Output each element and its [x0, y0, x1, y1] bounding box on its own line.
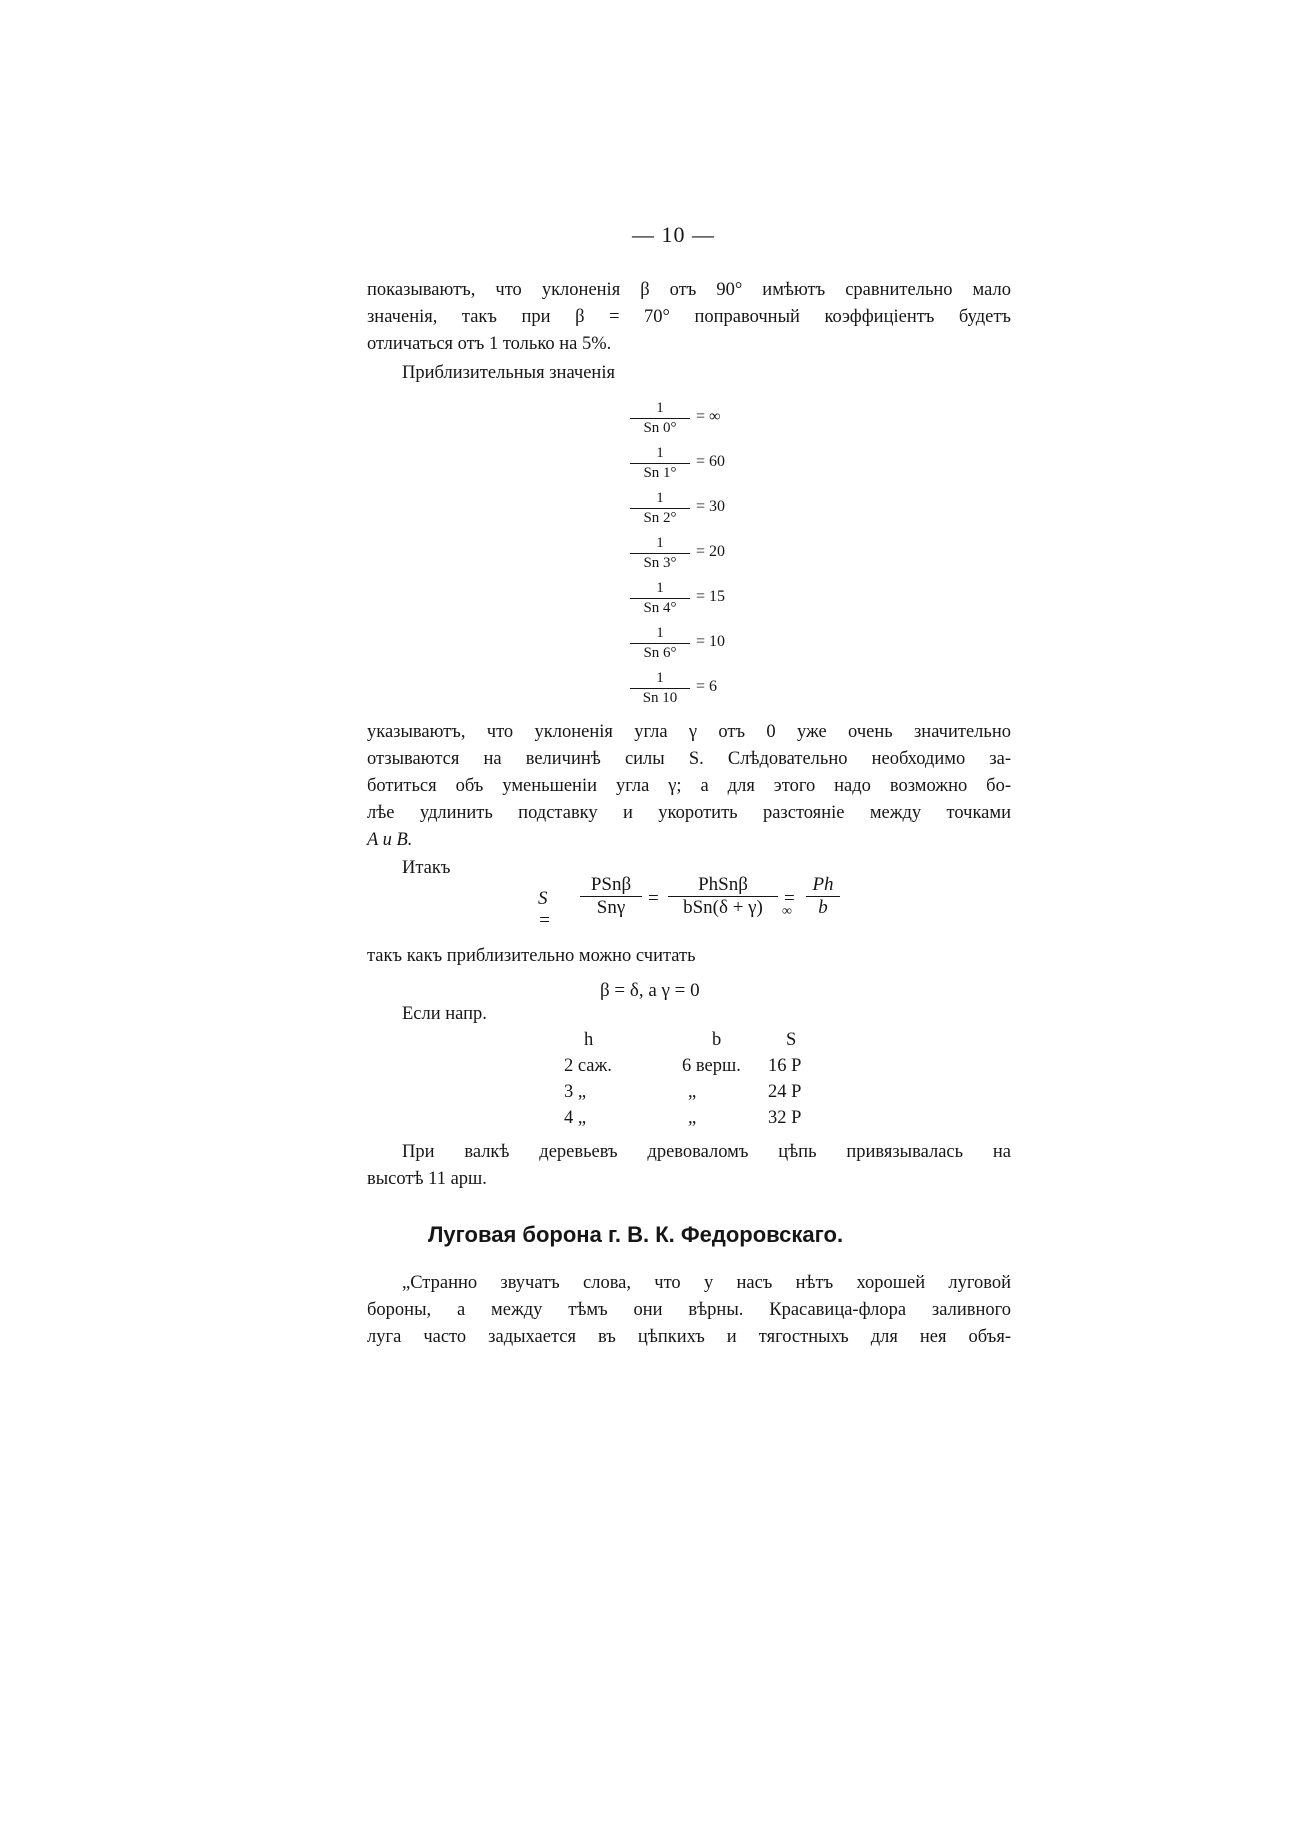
text-line: высотѣ 11 арш. [367, 1169, 487, 1189]
fraction-denominator: Sn 0° [643, 420, 677, 436]
formula-denominator: bSn(δ + γ) [683, 897, 763, 918]
formula-fraction-1 [580, 874, 642, 919]
table-header: h [584, 1030, 594, 1050]
fraction-row [630, 445, 770, 489]
table-cell: „ [688, 1082, 697, 1102]
table-cell: 3 „ [564, 1082, 587, 1102]
formula-equals: = [784, 888, 795, 909]
fraction-denominator: Sn 4° [643, 600, 677, 616]
text-line: указываютъ, что уклоненія угла γ отъ 0 уже очень значительно [367, 722, 1011, 742]
section-heading: Луговая борона г. В. К. Федоровскаго. [428, 1222, 844, 1247]
fraction-result: = 60 [696, 453, 726, 470]
table-header: S [786, 1030, 797, 1050]
text-line: луга часто задыхается въ цѣпкихъ и тягостныхъ для нея объя- [367, 1327, 1011, 1347]
itak-label: Итакъ [402, 858, 451, 878]
text-line: отличаться отъ 1 только на 5%. [367, 334, 612, 354]
fraction-row [630, 580, 770, 624]
fraction-result: = 10 [696, 633, 726, 650]
fraction-denominator: Sn 10 [642, 690, 678, 706]
text-line: бороны, а между тѣмъ они вѣрны. Красавица-флора заливного [367, 1300, 1011, 1320]
text-line: A и B. [367, 830, 413, 850]
text-line: показываютъ, что уклоненія β отъ 90° имѣютъ сравнительно мало [367, 280, 1011, 300]
fraction-result: = ∞ [696, 408, 721, 425]
fraction-denominator: Sn 1° [643, 465, 677, 481]
formula-denominator: b [818, 897, 828, 918]
text-line: отзываются на величинѣ силы S. Слѣдовательно необходимо за- [367, 749, 1011, 769]
table-cell: 24 P [768, 1082, 802, 1102]
approx-values-label: Приблизительныя значенія [402, 363, 615, 383]
text-line: значенія, такъ при β = 70° поправочный коэффиціентъ будетъ [367, 307, 1011, 327]
fraction-numerator: 1 [656, 535, 664, 551]
since-line: такъ какъ приблизительно можно считать [367, 946, 696, 966]
fraction-row [630, 670, 770, 714]
page-number: — 10 — [632, 222, 715, 247]
fraction-numerator: 1 [656, 490, 664, 506]
text-line: ботиться объ уменьшеніи угла γ; а для этого надо возможно бо- [367, 776, 1011, 796]
fraction-row [630, 490, 770, 534]
fraction-result: = 30 [696, 498, 726, 515]
fraction-denominator: Sn 3° [643, 555, 677, 571]
formula-approx-symbol: ∞ [782, 904, 792, 919]
formula-lhs: S = [538, 888, 551, 931]
formula-fraction-2 [668, 874, 778, 919]
formula-numerator: Ph [812, 874, 834, 895]
fraction-numerator: 1 [656, 400, 664, 416]
table-cell: 2 саж. [564, 1056, 612, 1076]
table-cell: „ [688, 1108, 697, 1128]
table-header: b [712, 1030, 722, 1050]
text-line: „Странно звучатъ слова, что у насъ нѣтъ хорошей луговой [402, 1273, 1011, 1293]
fraction-denominator: Sn 6° [643, 645, 677, 661]
table-cell: 32 P [768, 1108, 802, 1128]
example-label: Если напр. [402, 1004, 487, 1024]
fraction-numerator: 1 [656, 445, 664, 461]
fraction-result: = 15 [696, 588, 726, 605]
fraction-row [630, 535, 770, 579]
fraction-result: = 6 [696, 678, 718, 695]
fraction-numerator: 1 [656, 580, 664, 596]
table-cell: 16 P [768, 1056, 802, 1076]
table-cell: 6 верш. [682, 1056, 741, 1076]
fraction-row [630, 625, 770, 669]
text-line: лѣе удлинить подставку и укоротить разстояніе между точками [367, 803, 1011, 823]
fraction-numerator: 1 [656, 670, 664, 686]
fraction-row [630, 400, 770, 444]
fraction-denominator: Sn 2° [643, 510, 677, 526]
fraction-numerator: 1 [656, 625, 664, 641]
text-line: При валкѣ деревьевъ древоваломъ цѣпь привязывалась на [402, 1142, 1011, 1162]
formula-numerator: PSnβ [590, 874, 632, 895]
fraction-result: = 20 [696, 543, 726, 560]
formula-equals: = [648, 888, 659, 909]
formula-fraction-3 [806, 874, 840, 919]
formula-denominator: Snγ [596, 897, 626, 918]
condition-formula: β = δ, а γ = 0 [600, 980, 700, 1001]
table-cell: 4 „ [564, 1108, 587, 1128]
formula-numerator: PhSnβ [698, 874, 748, 895]
